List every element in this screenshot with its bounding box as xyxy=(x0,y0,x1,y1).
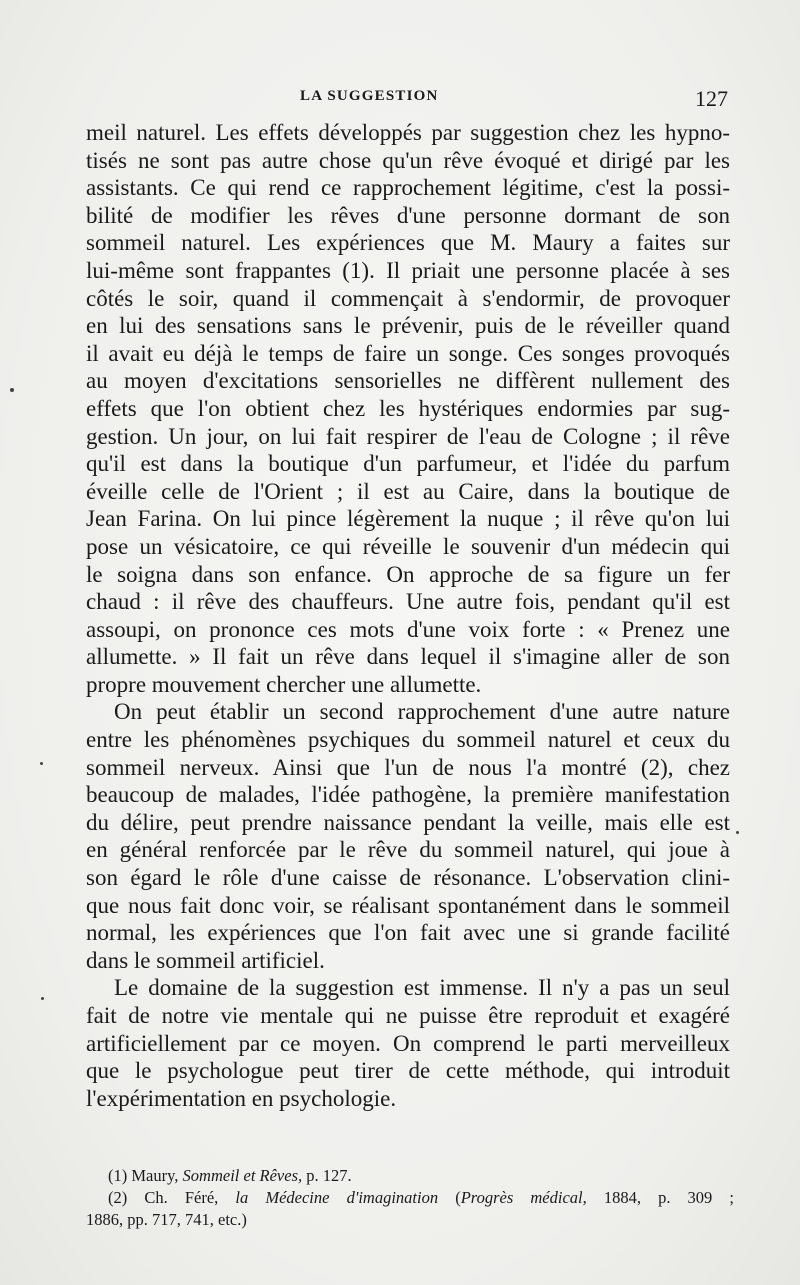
text-line: normal, les expériences que l'on fait avec une si grande facilité xyxy=(86,920,730,946)
text-line: assoupi, on prononce ces mots d'une voix forte : « Prenez une xyxy=(86,616,730,642)
footnote-reference: p. 127. xyxy=(306,1166,352,1185)
text-line: qu'il est dans la boutique d'un parfumeur, et l'idée du parfum xyxy=(86,451,730,477)
footnotes xyxy=(86,1165,734,1231)
text-line: dans le sommeil artificiel. xyxy=(86,947,325,973)
text-line: au moyen d'excitations sensorielles ne diffèrent nullement des xyxy=(86,368,730,394)
text-line: pose un vésicatoire, ce qui réveille le souvenir d'un médecin qui xyxy=(86,533,730,559)
scan-speck xyxy=(41,997,44,1000)
text-line: Le domaine de la suggestion est immense. Il n'y a pas un seul xyxy=(114,975,730,1001)
footnote-reference: 1884, p. 309 ; xyxy=(603,1188,734,1207)
text-line: propre mouvement chercher une allumette. xyxy=(86,671,482,697)
footnote-marker: (1) xyxy=(108,1166,128,1185)
text-line: chaud : il rêve des chauffeurs. Une autre fois, pendant qu'il est xyxy=(86,589,730,615)
footnote-title: Sommeil et Rêves, xyxy=(182,1166,303,1185)
text-line: l'expérimentation en psychologie. xyxy=(86,1085,397,1111)
text-line: en lui des sensations sans le prévenir, puis de le réveiller quand xyxy=(86,313,730,339)
text-line: que le psychologue peut tirer de cette méthode, qui introduit xyxy=(86,1058,730,1084)
text-line: sommeil naturel. Les expériences que M. Maury a faites sur xyxy=(86,230,730,256)
footnote-journal: Progrès médical, xyxy=(460,1188,587,1207)
text-line: sommeil nerveux. Ainsi que l'un de nous l'a montré (2), chez xyxy=(86,754,730,780)
text-line: du délire, peut prendre naissance pendant la veille, mais elle est xyxy=(86,809,730,835)
text-line: en général renforcée par le rêve du sommeil naturel, qui joue à xyxy=(86,837,730,863)
scan-speck xyxy=(10,388,14,392)
text-line: On peut établir un second rapprochement d'une autre nature xyxy=(114,699,730,725)
text-line: assistants. Ce qui rend ce rapprochement légitime, c'est la possi- xyxy=(86,175,730,201)
text-line: le soigna dans son enfance. On approche de sa figure un fer xyxy=(86,561,730,587)
text-line: allumette. » Il fait un rêve dans lequel il s'imagine aller de son xyxy=(86,644,730,670)
footnote-1 xyxy=(86,1165,734,1187)
footnote-2-continued: 1886, pp. 717, 741, etc.) xyxy=(86,1210,247,1229)
text-line: bilité de modifier les rêves d'une personne dormant de son xyxy=(86,202,730,228)
text-line: beaucoup de malades, l'idée pathogène, la première manifestation xyxy=(86,782,730,808)
scan-speck xyxy=(40,762,43,765)
running-title: LA SUGGESTION xyxy=(300,88,439,104)
text-line: tisés ne sont pas autre chose qu'un rêve évoqué et dirigé par les xyxy=(86,147,730,173)
text-line: artificiellement par ce moyen. On comprend le parti merveilleux xyxy=(86,1030,730,1056)
text-line: gestion. Un jour, on lui fait respirer de l'eau de Cologne ; il rêve xyxy=(86,423,730,449)
text-line: Jean Farina. On lui pince légèrement la nuque ; il rêve qu'on lui xyxy=(86,506,730,532)
page-number: 127 xyxy=(695,86,728,111)
text-line: meil naturel. Les effets développés par suggestion chez les hypno- xyxy=(86,120,730,145)
scan-speck xyxy=(736,831,739,834)
footnote-paren: ( xyxy=(455,1188,461,1207)
text-line: son égard le rôle d'une caisse de résonance. L'observation clini- xyxy=(86,865,730,891)
text-line: lui-même sont frappantes (1). Il priait une personne placée à ses xyxy=(86,257,730,283)
text-line: fait de notre vie mentale qui ne puisse être reproduit et exagéré xyxy=(86,1003,730,1028)
text-line: côtés le soir, quand il commençait à s'endormir, de provoquer xyxy=(86,285,730,311)
footnote-author: Ch. Féré, xyxy=(144,1188,219,1207)
text-line: que nous fait donc voir, se réalisant spontanément dans le sommeil xyxy=(86,892,730,918)
footnote-author: Maury, xyxy=(131,1166,179,1185)
footnote-2 xyxy=(86,1187,734,1209)
footnote-marker: (2) xyxy=(108,1188,128,1207)
footnote-title: la Médecine d'imagination xyxy=(235,1188,439,1207)
text-line: il avait eu déjà le temps de faire un songe. Ces songes provoqués xyxy=(86,340,730,366)
text-line: éveille celle de l'Orient ; il est au Caire, dans la boutique de xyxy=(86,478,730,504)
body-text xyxy=(86,119,730,1112)
text-line: entre les phénomènes psychiques du sommeil naturel et ceux du xyxy=(86,727,730,753)
text-line: effets que l'on obtient chez les hystériques endormies par sug- xyxy=(86,395,730,421)
